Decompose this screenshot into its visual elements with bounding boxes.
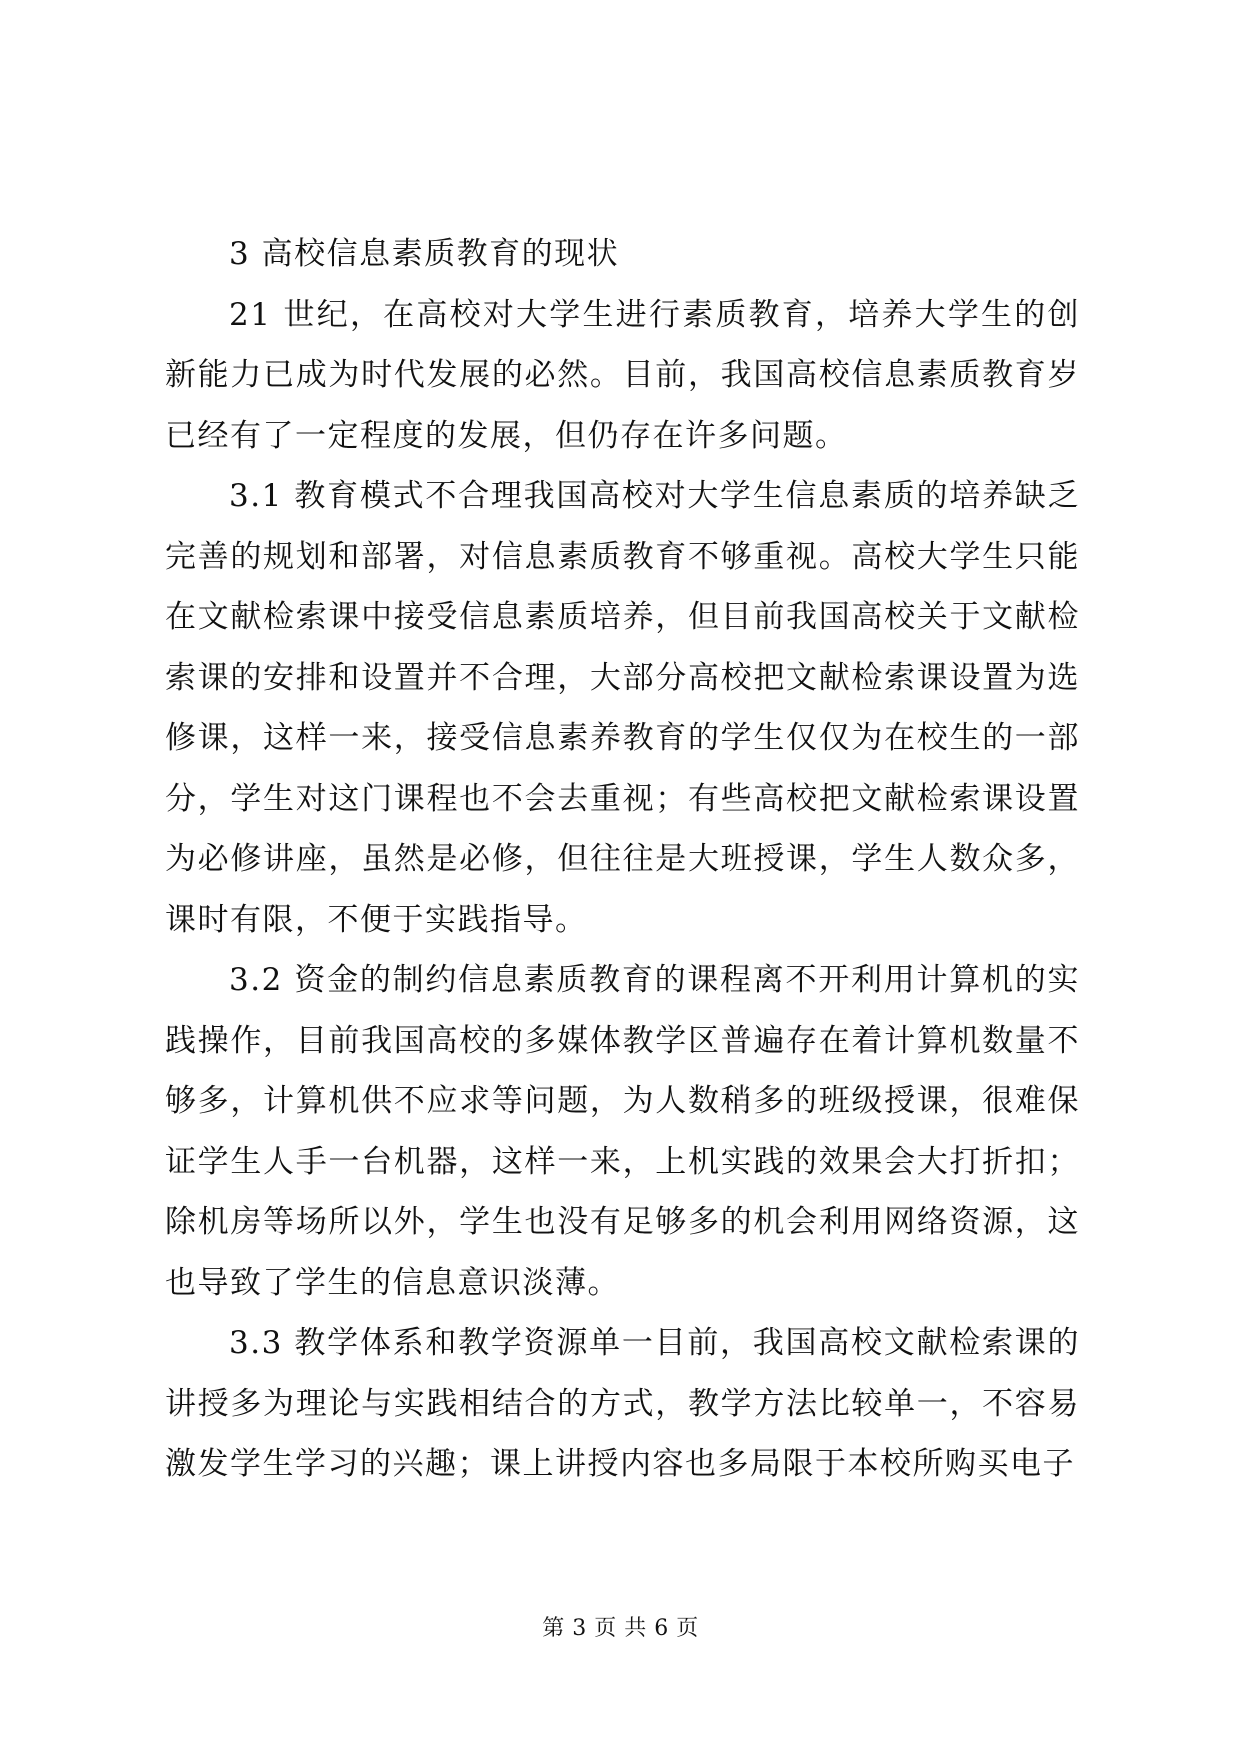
paragraph-3-3: 3.3 教学体系和教学资源单一目前，我国高校文献检索课的讲授多为理论与实践相结合的方式，教学方法比较单一，不容易激发学生学习的兴趣；课上讲授内容也多局限于本校所购买电子: [165, 1325, 1080, 1482]
paragraph-3-1: 3.1 教育模式不合理我国高校对大学生信息素质的培养缺乏完善的规划和部署，对信息素质教育不够重视。高校大学生只能在文献检索课中接受信息素质培养，但目前我国高校关于文献检索课的安排和设置并不合理，大部分高校把文献检索课设置为选修课，这样一来，接受信息素养教育的学生仅仅为在校生的一部分，学生对这门课程也不会去重视；有些高校把文献检索课设置为必修讲座，虽然是必修，但往往是大班授课，学生人数众多，课时有限，不便于实践指导。: [165, 478, 1080, 938]
paragraph-3-2: 3.2 资金的制约信息素质教育的课程离不开利用计算机的实践操作，目前我国高校的多媒体教学区普遍存在着计算机数量不够多，计算机供不应求等问题，为人数稍多的班级授课，很难保证学生人手一台机器，这样一来，上机实践的效果会大打折扣；除机房等场所以外，学生也没有足够多的机会利用网络资源，这也导致了学生的信息意识淡薄。: [165, 962, 1080, 1301]
paragraph-intro: 21 世纪，在高校对大学生进行素质教育，培养大学生的创新能力已成为时代发展的必然。目前，我国高校信息素质教育岁已经有了一定程度的发展，但仍存在许多问题。: [165, 296, 1080, 454]
section-heading: 3 高校信息素质教育的现状: [229, 236, 620, 272]
page-number-footer: 第 3 页 共 6 页: [542, 1616, 699, 1641]
document-body: [165, 224, 1080, 1495]
